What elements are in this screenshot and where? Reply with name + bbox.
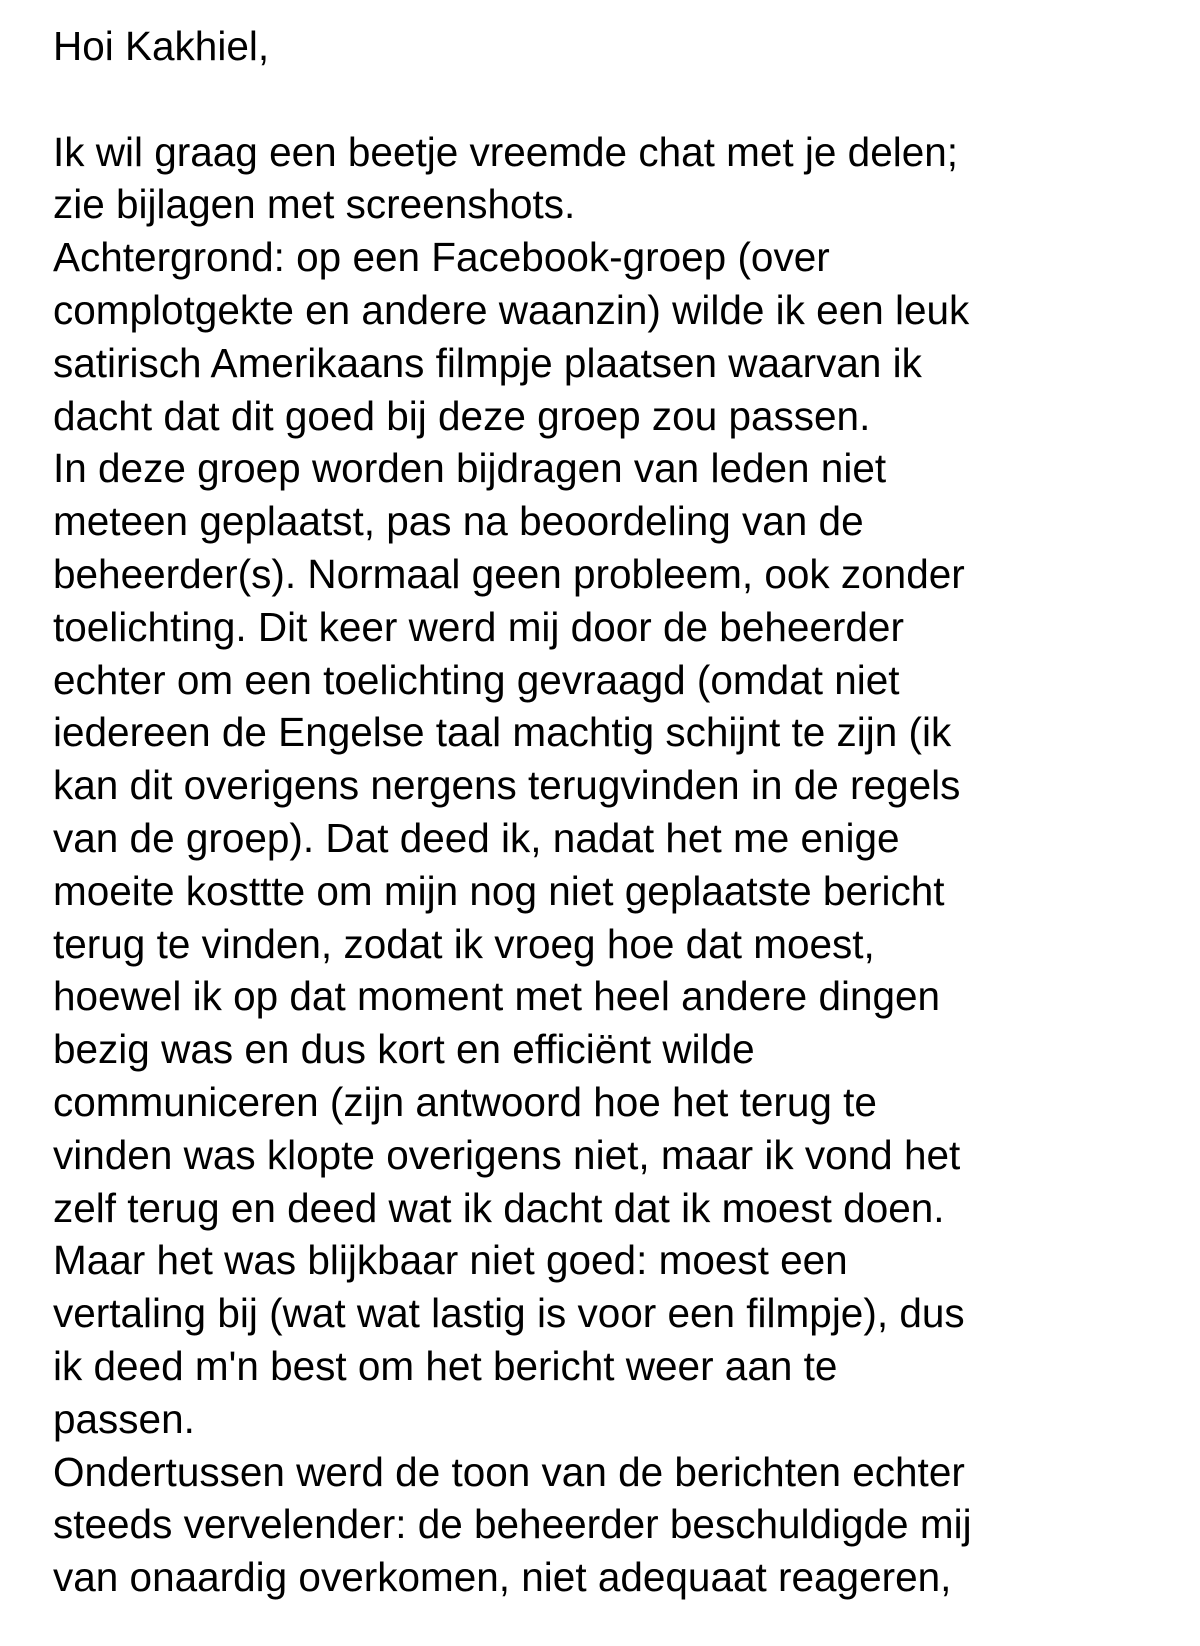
- body-line: Maar het was blijkbaar niet goed: moest een: [53, 1237, 848, 1284]
- body-line: van de groep). Dat deed ik, nadat het me enige: [53, 814, 900, 861]
- blank-line: [53, 73, 1193, 126]
- greeting-line: Hoi Kakhiel,: [53, 23, 270, 69]
- body-line: zie bijlagen met screenshots.: [53, 181, 576, 228]
- body-line: vertaling bij (wat wat lastig is voor een filmpje), dus: [53, 1290, 965, 1337]
- body-line: ik deed m'n best om het bericht weer aan te: [53, 1342, 838, 1389]
- body-line: terug te vinden, zodat ik vroeg hoe dat moest,: [53, 920, 875, 967]
- body-line: iedereen de Engelse taal machtig schijnt te zijn (ik: [53, 709, 952, 756]
- body-line: bezig was en dus kort en efficiënt wilde: [53, 1026, 755, 1073]
- body-line: communiceren (zijn antwoord hoe het terug te: [53, 1078, 877, 1125]
- body-line: beheerder(s). Normaal geen probleem, ook zonder: [53, 550, 965, 597]
- body-line: vinden was klopte overigens niet, maar ik vond het: [53, 1131, 961, 1178]
- body-line: Ik wil graag een beetje vreemde chat met je delen;: [53, 128, 959, 175]
- body-line: moeite kosttte om mijn nog niet geplaatste bericht: [53, 867, 945, 914]
- body-line: complotgekte en andere waanzin) wilde ik een leuk: [53, 286, 970, 333]
- body-line: kan dit overigens nergens terugvinden in de regels: [53, 762, 961, 809]
- body-line: dacht dat dit goed bij deze groep zou passen.: [53, 392, 871, 439]
- body-line: Ondertussen werd de toon van de berichten echter: [53, 1448, 965, 1495]
- body-line: hoewel ik op dat moment met heel andere dingen: [53, 973, 941, 1020]
- body-line: zelf terug en deed wat ik dacht dat ik moest doen.: [53, 1184, 945, 1231]
- body-line: echter om een toelichting gevraagd (omdat niet: [53, 656, 900, 703]
- email-body: [53, 20, 1193, 1604]
- body-line: Achtergrond: op een Facebook-groep (over: [53, 234, 830, 281]
- body-line: meteen geplaatst, pas na beoordeling van de: [53, 498, 864, 545]
- body-line: van onaardig overkomen, niet adequaat reageren,: [53, 1554, 952, 1601]
- body-line: toelichting. Dit keer werd mij door de beheerder: [53, 603, 904, 650]
- body-line: steeds vervelender: de beheerder beschuldigde mij: [53, 1501, 972, 1548]
- body-line: satirisch Amerikaans filmpje plaatsen waarvan ik: [53, 339, 922, 386]
- body-line: passen.: [53, 1395, 195, 1442]
- body-line: In deze groep worden bijdragen van leden niet: [53, 445, 887, 492]
